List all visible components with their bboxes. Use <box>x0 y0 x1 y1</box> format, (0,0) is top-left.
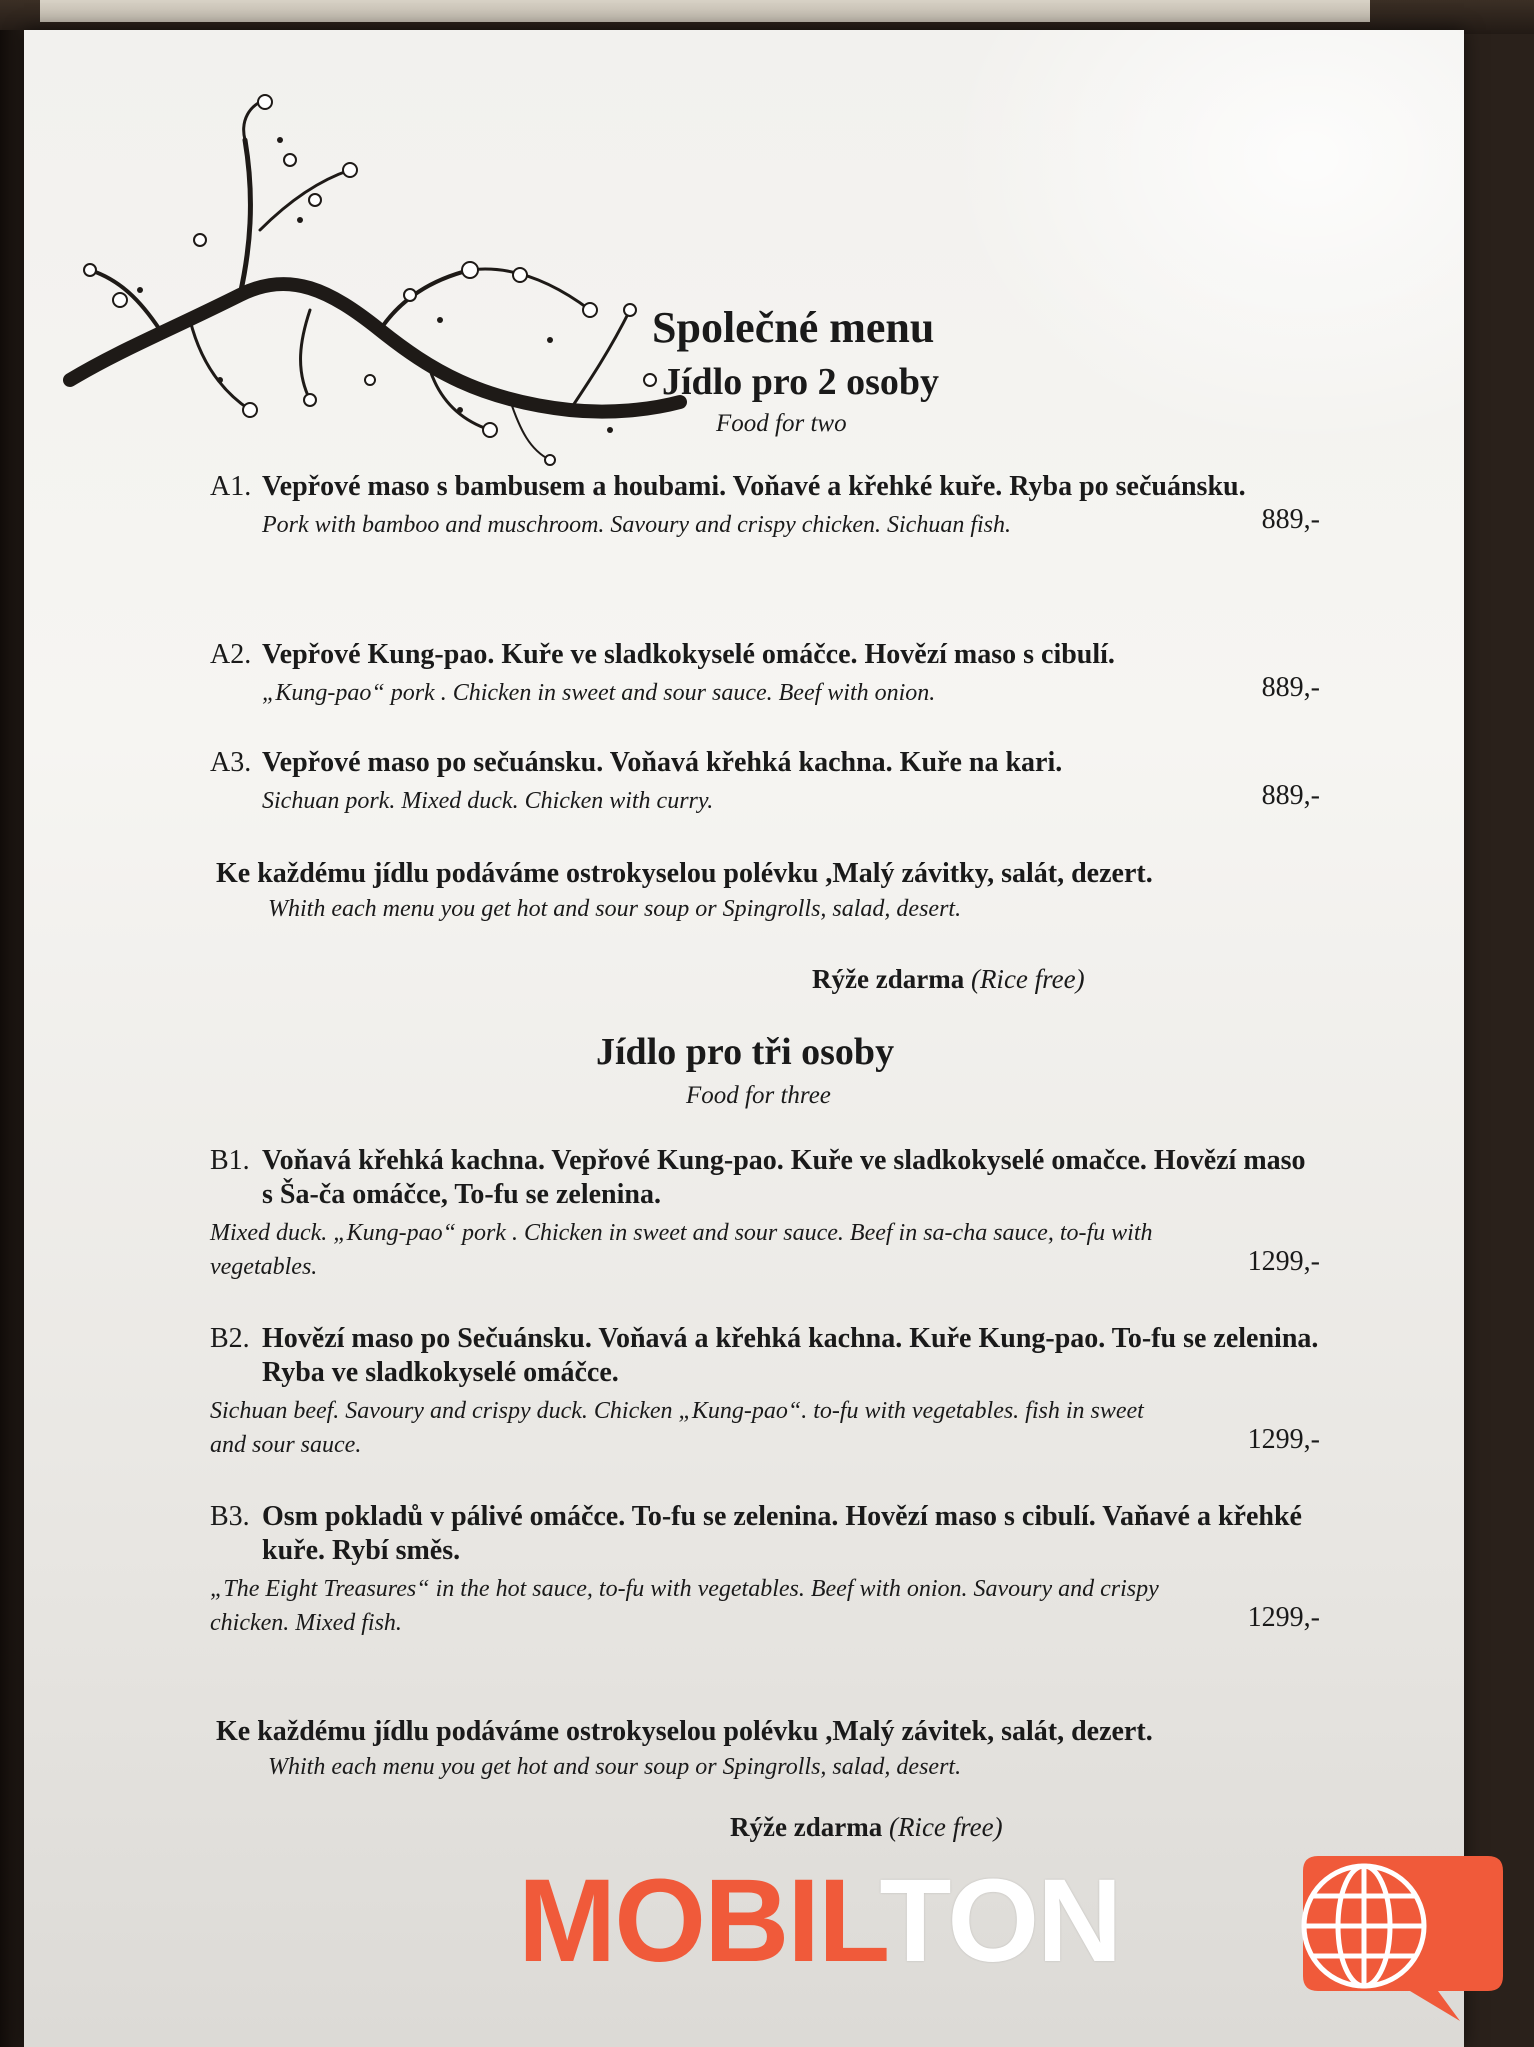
table-edge <box>0 0 1534 34</box>
rice-free-note-three: Rýže zdarma (Rice free) <box>730 1812 1003 1842</box>
menu-item-price: 889,- <box>1261 672 1320 703</box>
page-title: Společné menu <box>652 303 935 352</box>
menu-item-code: B2. <box>210 1323 250 1354</box>
menu-item-b1 <box>210 1144 1320 1284</box>
menu-item-description: Mixed duck. „Kung-pao“ pork . Chicken in sweet and sour sauce. Beef in sa-cha sauce, to-fu with vegetables. <box>210 1220 1153 1280</box>
menu-item-a1 <box>210 470 1320 542</box>
menu-item-description: „Kung-pao“ pork . Chicken in sweet and sour sauce. Beef with onion. <box>262 680 936 706</box>
menu-item-code: A1. <box>210 471 252 502</box>
rice-free-note-two: Rýže zdarma (Rice free) <box>812 964 1085 994</box>
menu-item-description: Sichuan pork. Mixed duck. Chicken with curry. <box>262 788 714 814</box>
menu-item-code: A3. <box>210 747 252 778</box>
cherry-blossom-branch-icon <box>50 80 690 470</box>
menu-item-name: B1. Voňavá křehká kachna. Vepřové Kung-pao. Kuře ve sladkokyselé omačce. Hovězí maso s Ša-ča omáčce, To-fu se zelenina. <box>210 1145 1306 1210</box>
menu-item-code: A2. <box>210 639 252 670</box>
menu-item-code: B1. <box>210 1145 250 1176</box>
menu-item-name: B2. Hovězí maso po Sečuánsku. Voňavá a křehká kachna. Kuře Kung-pao. To-fu se zelenina. Ryba ve sladkokyselé omáčce. <box>210 1323 1319 1388</box>
globe-speech-bubble-icon <box>1288 1846 1510 2026</box>
menu-item-a3 <box>210 746 1320 818</box>
section-title-three: Jídlo pro tři osoby <box>596 1031 895 1073</box>
section-subtitle-two-en: Food for two <box>716 410 847 437</box>
menu-item-name: A1. Vepřové maso s bambusem a houbami. Voňavé a křehké kuře. Ryba po sečuánsku. <box>210 471 1246 502</box>
section-subtitle-three-en: Food for three <box>686 1082 831 1109</box>
menu-item-b2 <box>210 1322 1320 1462</box>
menu-item-b3 <box>210 1500 1320 1640</box>
mobilton-watermark: MOBILTON <box>518 1855 1121 1987</box>
menu-item-price: 1299,- <box>1247 1424 1320 1455</box>
included-note-cz: Ke každému jídlu podáváme ostrokyselou polévku ,Malý závitky, salát, dezert. <box>216 858 1153 889</box>
menu-item-a2 <box>210 638 1320 710</box>
included-note-en: Whith each menu you get hot and sour soup or Spingrolls, salad, desert. <box>268 1754 962 1780</box>
included-note-en: Whith each menu you get hot and sour soup or Spingrolls, salad, desert. <box>268 896 962 922</box>
menu-page <box>24 30 1464 2047</box>
menu-item-code: B3. <box>210 1501 250 1532</box>
included-note-three <box>216 1714 1316 1784</box>
menu-item-name: B3. Osm pokladů v pálivé omáčce. To-fu se zelenina. Hovězí maso s cibulí. Vaňavé a křehké kuře. Rybí směs. <box>210 1501 1302 1566</box>
included-note-two <box>216 856 1316 926</box>
menu-item-price: 1299,- <box>1247 1602 1320 1633</box>
menu-item-name: A3. Vepřové maso po sečuánsku. Voňavá křehká kachna. Kuře na kari. <box>210 747 1063 778</box>
menu-item-price: 889,- <box>1261 780 1320 811</box>
menu-item-name: A2. Vepřové Kung-pao. Kuře ve sladkokyselé omáčce. Hovězí maso s cibulí. <box>210 639 1115 670</box>
menu-item-price: 889,- <box>1261 504 1320 535</box>
section-title-two: Jídlo pro 2 osoby <box>662 361 939 403</box>
menu-item-description: „The Eight Treasures“ in the hot sauce, to-fu with vegetables. Beef with onion. Savoury and crispy chicken. Mixed fish. <box>210 1576 1159 1636</box>
menu-item-description: Pork with bamboo and muschroom. Savoury and crispy chicken. Sichuan fish. <box>262 512 1012 538</box>
menu-item-price: 1299,- <box>1247 1246 1320 1277</box>
included-note-cz: Ke každému jídlu podáváme ostrokyselou polévku ,Malý závitek, salát, dezert. <box>216 1716 1153 1747</box>
menu-item-description: Sichuan beef. Savoury and crispy duck. Chicken „Kung-pao“. to-fu with vegetables. fish in sweet and sour sauce. <box>210 1398 1144 1458</box>
